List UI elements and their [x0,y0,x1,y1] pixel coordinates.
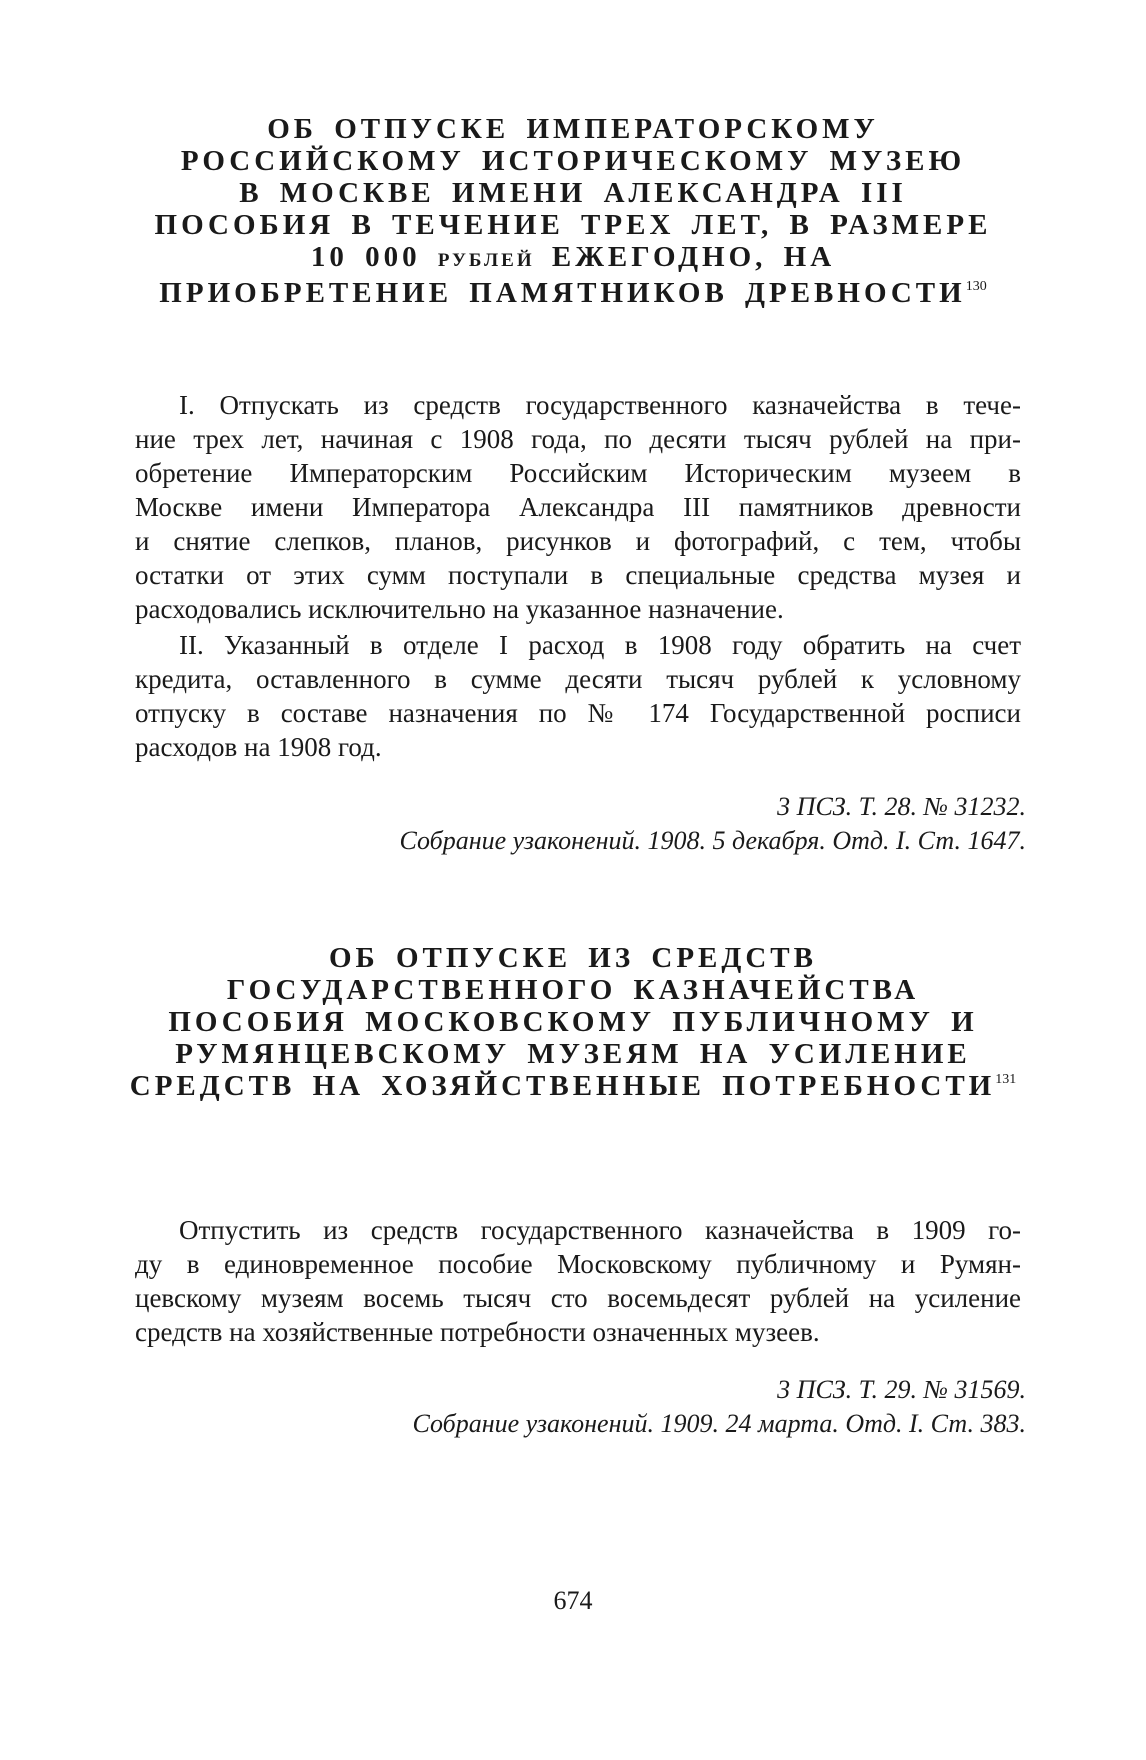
paragraph-line: цевскому музеям восемь тысяч сто восемьдесят рублей на усиление [135,1283,1021,1313]
paragraph-line: ние трех лет, начиная с 1908 года, по десяти тысяч рублей на при- [135,424,1021,454]
section-2-paragraph [135,1213,1021,1349]
footnote-marker: 130 [965,279,987,294]
citation-line: Собрание узаконений. 1909. 24 марта. Отд. I. Ст. 383. [412,1409,1026,1438]
title-line-part: 10 000 [310,241,438,273]
paragraph-line: остатки от этих сумм поступали в специальные средства музея и [135,560,1021,590]
paragraph-line: и снятие слепков, планов, рисунков и фотографий, с тем, чтобы [135,526,1021,556]
citation-line: 3 ПСЗ. Т. 29. № 31569. [777,1375,1026,1404]
paragraph-line: расходовались исключительно на указанное назначение. [135,594,784,624]
title-line [120,1070,1026,1102]
paragraph-line: Москве имени Императора Александра III памятников древности [135,492,1021,522]
section-1-source-citation [399,790,1026,858]
title-line: ОБ ОТПУСКЕ ИЗ СРЕДСТВ [329,942,817,974]
title-line [120,241,1026,277]
title-line: РОССИЙСКОМУ ИСТОРИЧЕСКОМУ МУЗЕЮ [180,145,966,177]
section-1-title [120,113,1026,309]
page-number: 674 [553,1586,593,1615]
paragraph-line: кредита, оставленного в сумме десяти тысяч рублей к условному [135,664,1021,694]
title-line-part: СРЕДСТВ НА ХОЗЯЙСТВЕННЫЕ ПОТРЕБНОСТИ [129,1070,996,1102]
title-line-part: ПРИОБРЕТЕНИЕ ПАМЯТНИКОВ ДРЕВНОСТИ [159,277,966,309]
paragraph-line: Отпустить из средств государственного казначейства в 1909 го- [179,1215,1021,1245]
section-1-paragraph-1 [135,388,1021,626]
section-2-title [120,942,1026,1102]
paragraph-line: расходов на 1908 год. [135,732,382,762]
title-line-small-caps: РУБЛЕЙ [437,250,535,271]
title-line [120,277,1026,309]
citation-line: 3 ПСЗ. Т. 28. № 31232. [777,792,1026,821]
title-line: ПОСОБИЯ В ТЕЧЕНИЕ ТРЕХ ЛЕТ, В РАЗМЕРЕ [154,209,992,241]
title-line: ОБ ОТПУСКЕ ИМПЕРАТОРСКОМУ [267,113,879,145]
section-1-paragraph-2 [135,628,1021,764]
footnote-marker: 131 [995,1072,1017,1087]
paragraph-line: ду в единовременное пособие Московскому публичному и Румян- [135,1249,1021,1279]
paragraph-line: обретение Императорским Российским Историческим музеем в [135,458,1021,488]
paragraph-line: отпуску в составе назначения по № 174 Государственной росписи [135,698,1021,728]
paragraph-line: средств на хозяйственные потребности означенных музеев. [135,1317,820,1347]
paragraph-line: I. Отпускать из средств государственного казначейства в тече- [179,390,1021,420]
citation-line: Собрание узаконений. 1908. 5 декабря. Отд. I. Ст. 1647. [399,826,1026,855]
title-line: РУМЯНЦЕВСКОМУ МУЗЕЯМ НА УСИЛЕНИЕ [175,1038,971,1070]
paragraph-line: II. Указанный в отделе I расход в 1908 году обратить на счет [179,630,1021,660]
section-2-source-citation [412,1373,1026,1441]
title-line: В МОСКВЕ ИМЕНИ АЛЕКСАНДРА III [239,177,907,209]
title-line: ГОСУДАРСТВЕННОГО КАЗНАЧЕЙСТВА [226,974,920,1006]
title-line: ПОСОБИЯ МОСКОВСКОМУ ПУБЛИЧНОМУ И [168,1006,978,1038]
title-line-part: ЕЖЕГОДНО, НА [534,241,836,273]
